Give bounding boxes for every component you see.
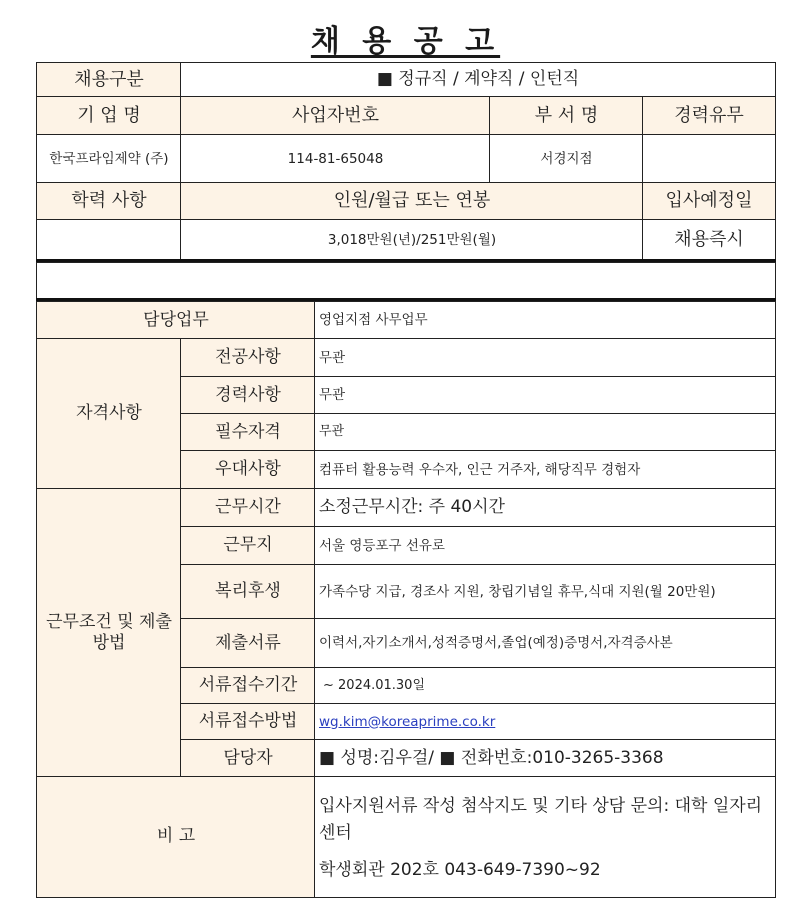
email-link[interactable]: wg.kim@koreaprime.co.kr xyxy=(319,713,496,730)
department-header: 부 서 명 xyxy=(489,96,644,136)
experience-header: 경력유무 xyxy=(642,96,776,136)
page-title: 채 용 공 고 xyxy=(310,24,501,59)
duty-label: 담당업무 xyxy=(36,301,316,340)
work-hours-value: 소정근무시간: 주 40시간 xyxy=(314,488,776,528)
remarks-value xyxy=(314,776,776,898)
required-cert-value: 무관 xyxy=(314,413,776,452)
preference-label: 우대사항 xyxy=(180,450,316,490)
company-name-value: 한국프라임제약 (주) xyxy=(36,134,182,184)
start-date-value: 채용즉시 xyxy=(642,219,776,261)
employment-type-value: ■ 정규직 / 계약직 / 인턴직 xyxy=(180,62,776,98)
benefits-value: 가족수당 지급, 경조사 지원, 창립기념일 휴무,식대 지원(월 20만원) xyxy=(314,564,776,620)
work-hours-label: 근무시간 xyxy=(180,488,316,528)
major-value: 무관 xyxy=(314,338,776,378)
start-date-header: 입사예정일 xyxy=(642,182,776,221)
submission-method-cell xyxy=(314,703,776,741)
education-value xyxy=(36,219,182,261)
required-cert-label: 필수자격 xyxy=(180,413,316,452)
department-value: 서경지점 xyxy=(489,134,644,184)
career-label: 경력사항 xyxy=(180,376,316,415)
remarks-label: 비 고 xyxy=(36,776,316,898)
remarks-line-1: 입사지원서류 작성 첨삭지도 및 기타 상담 문의: 대학 일자리센터 xyxy=(319,796,763,844)
documents-value: 이력서,자기소개서,성적증명서,졸업(예정)증명서,자격증사본 xyxy=(314,618,776,669)
remarks-line-2: 학생회관 202호 043-649-7390~92 xyxy=(319,859,601,880)
salary-value: 3,018만원(년)/251만원(월) xyxy=(180,219,644,261)
workplace-value: 서울 영등포구 선유로 xyxy=(314,526,776,566)
qualifications-label: 자격사항 xyxy=(36,338,182,490)
deadline-label: 서류접수기간 xyxy=(180,667,316,705)
major-label: 전공사항 xyxy=(180,338,316,378)
deadline-value: ~ 2024.01.30일 xyxy=(314,667,776,705)
duty-value: 영업지점 사무업무 xyxy=(314,301,776,340)
preference-value: 컴퓨터 활용능력 우수자, 인근 거주자, 해당직무 경험자 xyxy=(314,450,776,490)
workplace-label: 근무지 xyxy=(180,526,316,566)
employment-type-label: 채용구분 xyxy=(36,62,182,98)
benefits-label: 복리후생 xyxy=(180,564,316,620)
contact-person-label: 담당자 xyxy=(180,739,316,778)
contact-person-value: ■ 성명:김우걸/ ■ 전화번호:010-3265-3368 xyxy=(314,739,776,778)
submission-method-label: 서류접수방법 xyxy=(180,703,316,741)
company-name-header: 기 업 명 xyxy=(36,96,182,136)
experience-value xyxy=(642,134,776,184)
biz-number-header: 사업자번호 xyxy=(180,96,491,136)
conditions-label: 근무조건 및 제출방법 xyxy=(36,488,182,778)
empty-row xyxy=(36,262,776,300)
salary-header: 인원/월급 또는 연봉 xyxy=(180,182,644,221)
career-value: 무관 xyxy=(314,376,776,415)
education-header: 학력 사항 xyxy=(36,182,182,221)
biz-number-value: 114-81-65048 xyxy=(180,134,491,184)
documents-label: 제출서류 xyxy=(180,618,316,669)
